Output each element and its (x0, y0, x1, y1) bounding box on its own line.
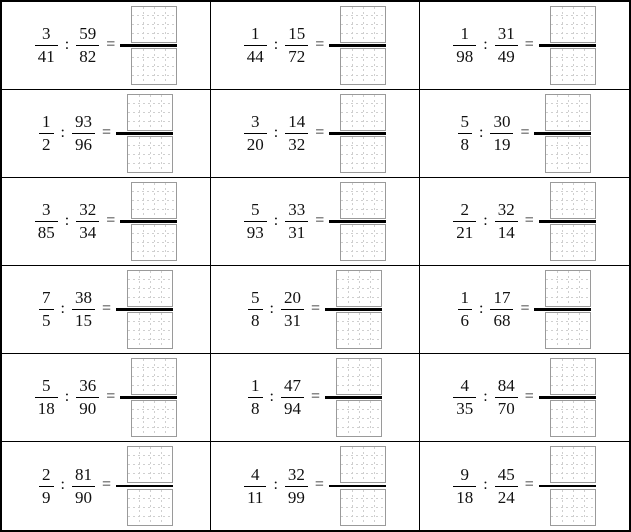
problem-expression (39, 270, 173, 350)
dividend-fraction (39, 288, 54, 330)
problem-cell (420, 442, 629, 530)
divisor-denominator: 31 (285, 221, 308, 243)
dividend-denominator: 6 (458, 309, 473, 331)
dividend-denominator: 11 (244, 486, 266, 508)
dividend-denominator: 5 (39, 309, 54, 331)
answer-fraction-bar (534, 308, 591, 311)
answer-area (539, 446, 596, 526)
dividend-fraction (248, 288, 263, 330)
answer-numerator-input-grid[interactable] (550, 182, 596, 219)
division-colon-operator: : (269, 299, 274, 317)
equals-sign: = (520, 123, 530, 141)
dividend-numerator: 4 (251, 464, 260, 484)
answer-fraction-bar (116, 308, 173, 311)
problem-cell (211, 442, 420, 530)
dividend-fraction (35, 200, 58, 242)
divisor-fraction (490, 112, 513, 154)
dividend-fraction (248, 376, 263, 418)
dividend-fraction (453, 24, 476, 66)
dividend-fraction (244, 112, 267, 154)
dividend-denominator: 20 (244, 133, 267, 155)
problem-cell (420, 2, 629, 90)
answer-numerator-input-grid[interactable] (131, 358, 177, 395)
divisor-numerator: 14 (288, 112, 306, 132)
divisor-fraction (490, 288, 513, 330)
problem-expression (35, 6, 177, 86)
dividend-denominator: 18 (35, 397, 58, 419)
answer-fraction-bar (329, 220, 386, 223)
equals-sign: = (315, 211, 325, 229)
dividend-numerator: 1 (42, 112, 51, 132)
problem-cell (211, 266, 420, 354)
dividend-numerator: 5 (251, 200, 260, 220)
equals-sign: = (101, 123, 111, 141)
divisor-denominator: 14 (495, 221, 518, 243)
divisor-fraction (495, 376, 518, 418)
dividend-numerator: 7 (42, 288, 51, 308)
dividend-numerator: 1 (460, 24, 469, 44)
answer-area (120, 6, 177, 86)
divisor-denominator: 94 (281, 397, 304, 419)
division-colon-operator: : (483, 211, 488, 229)
divisor-denominator: 32 (285, 133, 308, 155)
divisor-numerator: 32 (79, 200, 97, 220)
problem-expression (248, 270, 382, 350)
answer-area (329, 6, 386, 86)
answer-area (325, 358, 382, 438)
answer-denominator-input-grid[interactable] (550, 48, 596, 85)
problem-expression (453, 182, 595, 262)
dividend-denominator: 2 (39, 133, 54, 155)
problem-cell (2, 354, 211, 442)
answer-denominator-input-grid[interactable] (336, 312, 382, 349)
divisor-denominator: 49 (495, 45, 518, 67)
division-colon-operator: : (273, 123, 279, 141)
divisor-fraction (495, 465, 518, 507)
dividend-numerator: 1 (251, 376, 260, 396)
divisor-denominator: 90 (76, 397, 99, 419)
divisor-fraction (495, 200, 518, 242)
divisor-fraction (76, 24, 99, 66)
divisor-fraction (285, 200, 308, 242)
answer-fraction-bar (120, 396, 177, 399)
answer-numerator-input-grid[interactable] (550, 6, 596, 43)
divisor-fraction (72, 112, 95, 154)
divisor-denominator: 90 (72, 486, 95, 508)
dividend-numerator: 1 (251, 24, 260, 44)
dividend-fraction (35, 376, 58, 418)
answer-denominator-input-grid[interactable] (127, 312, 173, 349)
problem-cell (211, 90, 420, 178)
answer-numerator-input-grid[interactable] (131, 182, 177, 219)
divisor-numerator: 30 (493, 112, 511, 132)
answer-denominator-input-grid[interactable] (545, 136, 591, 173)
division-colon-operator: : (273, 211, 279, 229)
divisor-denominator: 99 (285, 486, 308, 508)
answer-area (120, 358, 177, 438)
answer-fraction-bar (534, 132, 591, 135)
dividend-numerator: 1 (460, 288, 469, 308)
problem-expression (248, 358, 382, 438)
division-colon-operator: : (64, 387, 70, 405)
dividend-denominator: 93 (244, 221, 267, 243)
answer-area (539, 182, 596, 262)
answer-denominator-input-grid[interactable] (340, 48, 386, 85)
answer-area (329, 182, 386, 262)
divisor-denominator: 72 (285, 45, 308, 67)
problem-expression (244, 94, 386, 174)
dividend-numerator: 3 (251, 112, 260, 132)
dividend-numerator: 2 (460, 200, 469, 220)
answer-fraction-bar (329, 132, 386, 135)
problem-expression (453, 6, 595, 86)
dividend-denominator: 85 (35, 221, 58, 243)
division-colon-operator: : (273, 476, 278, 493)
equals-sign: = (524, 387, 534, 405)
divisor-numerator: 32 (287, 464, 305, 484)
answer-fraction-bar (325, 308, 382, 311)
dividend-denominator: 8 (248, 309, 263, 331)
problem-cell (211, 178, 420, 266)
answer-fraction-bar (539, 396, 596, 399)
division-colon-operator: : (479, 123, 484, 141)
answer-numerator-input-grid[interactable] (336, 358, 382, 395)
divisor-numerator: 17 (493, 288, 511, 308)
equals-sign: = (106, 211, 116, 229)
dividend-fraction (244, 465, 266, 507)
problem-cell (2, 178, 211, 266)
answer-numerator-input-grid[interactable] (340, 6, 386, 43)
problem-expression (35, 182, 177, 262)
equals-sign: = (101, 299, 111, 317)
answer-numerator-input-grid[interactable] (340, 446, 386, 483)
divisor-numerator: 84 (497, 376, 515, 396)
problem-cell (2, 90, 211, 178)
divisor-fraction (285, 112, 308, 154)
answer-fraction-bar (116, 132, 173, 135)
problem-cell (211, 354, 420, 442)
division-colon-operator: : (273, 35, 279, 53)
divisor-denominator: 24 (495, 486, 518, 508)
dividend-numerator: 9 (460, 464, 469, 484)
divisor-denominator: 68 (490, 309, 513, 331)
equals-sign: = (314, 476, 324, 493)
dividend-fraction (458, 288, 473, 330)
answer-fraction-bar (539, 220, 596, 223)
dividend-denominator: 41 (35, 45, 58, 67)
answer-denominator-input-grid[interactable] (340, 224, 386, 261)
answer-area (534, 94, 591, 174)
divisor-numerator: 81 (74, 464, 92, 484)
divisor-fraction (285, 465, 308, 507)
divisor-fraction (76, 376, 99, 418)
problem-expression (244, 182, 386, 262)
problem-expression (244, 446, 386, 526)
dividend-denominator: 8 (248, 397, 263, 419)
answer-denominator-input-grid[interactable] (340, 136, 386, 173)
problem-cell (2, 266, 211, 354)
equals-sign: = (310, 299, 320, 317)
answer-fraction-bar (329, 485, 386, 488)
dividend-fraction (458, 112, 473, 154)
equals-sign: = (524, 211, 534, 229)
divisor-numerator: 38 (74, 288, 92, 308)
problem-expression (39, 94, 173, 174)
answer-fraction-bar (325, 396, 382, 399)
answer-denominator-input-grid[interactable] (127, 489, 173, 526)
answer-fraction-bar (329, 44, 386, 47)
division-colon-operator: : (60, 123, 65, 141)
dividend-fraction (244, 24, 267, 66)
problem-cell (211, 2, 420, 90)
answer-area (116, 446, 173, 526)
divisor-denominator: 70 (495, 397, 518, 419)
division-colon-operator: : (479, 299, 484, 317)
answer-area (116, 270, 173, 350)
answer-numerator-input-grid[interactable] (340, 182, 386, 219)
answer-numerator-input-grid[interactable] (131, 6, 177, 43)
division-colon-operator: : (64, 211, 70, 229)
equals-sign: = (524, 476, 534, 493)
dividend-denominator: 44 (244, 45, 267, 67)
dividend-numerator: 4 (460, 376, 469, 396)
answer-fraction-bar (120, 44, 177, 47)
division-colon-operator: : (483, 476, 488, 493)
answer-area (329, 94, 386, 174)
dividend-fraction (39, 465, 54, 507)
equals-sign: = (520, 299, 530, 317)
answer-numerator-input-grid[interactable] (545, 94, 591, 131)
problem-cell (420, 354, 629, 442)
division-colon-operator: : (269, 387, 274, 405)
answer-denominator-input-grid[interactable] (545, 312, 591, 349)
dividend-numerator: 5 (42, 376, 51, 396)
answer-denominator-input-grid[interactable] (131, 48, 177, 85)
divisor-numerator: 59 (79, 24, 97, 44)
answer-area (329, 446, 386, 526)
divisor-numerator: 93 (74, 112, 92, 132)
problem-cell (2, 2, 211, 90)
answer-numerator-input-grid[interactable] (545, 270, 591, 307)
divisor-numerator: 33 (288, 200, 306, 220)
problem-cell (2, 442, 211, 530)
divisor-fraction (281, 288, 304, 330)
answer-area (534, 270, 591, 350)
dividend-denominator: 21 (453, 221, 476, 243)
division-colon-operator: : (483, 387, 488, 405)
answer-numerator-input-grid[interactable] (127, 270, 173, 307)
answer-numerator-input-grid[interactable] (336, 270, 382, 307)
answer-denominator-input-grid[interactable] (131, 224, 177, 261)
answer-denominator-input-grid[interactable] (340, 489, 386, 526)
divisor-fraction (76, 200, 99, 242)
dividend-denominator: 18 (453, 486, 476, 508)
answer-numerator-input-grid[interactable] (550, 358, 596, 395)
dividend-numerator: 5 (460, 112, 469, 132)
answer-area (325, 270, 382, 350)
divisor-numerator: 36 (79, 376, 97, 396)
divisor-numerator: 20 (283, 288, 301, 308)
answer-numerator-input-grid[interactable] (127, 94, 173, 131)
equals-sign: = (106, 387, 116, 405)
dividend-numerator: 3 (42, 24, 51, 44)
problem-cell (420, 178, 629, 266)
divisor-numerator: 47 (283, 376, 301, 396)
divisor-fraction (285, 24, 308, 66)
dividend-fraction (453, 200, 476, 242)
problem-cell (420, 266, 629, 354)
divisor-denominator: 19 (490, 133, 513, 155)
answer-area (539, 358, 596, 438)
dividend-fraction (453, 376, 476, 418)
answer-denominator-input-grid[interactable] (550, 224, 596, 261)
divisor-numerator: 45 (497, 464, 515, 484)
problem-expression (453, 446, 595, 526)
dividend-denominator: 98 (453, 45, 476, 67)
answer-denominator-input-grid[interactable] (550, 400, 596, 437)
divisor-numerator: 32 (497, 200, 515, 220)
divisor-fraction (281, 376, 304, 418)
problem-cell (420, 90, 629, 178)
answer-numerator-input-grid[interactable] (127, 446, 173, 483)
divisor-fraction (495, 24, 518, 66)
divisor-denominator: 96 (72, 133, 95, 155)
division-colon-operator: : (64, 35, 70, 53)
dividend-denominator: 35 (453, 397, 476, 419)
equals-sign: = (101, 476, 111, 493)
answer-area (116, 94, 173, 174)
divisor-denominator: 15 (72, 309, 95, 331)
division-colon-operator: : (60, 476, 65, 493)
divisor-numerator: 15 (288, 24, 306, 44)
equals-sign: = (524, 35, 534, 53)
divisor-fraction (72, 288, 95, 330)
dividend-denominator: 8 (458, 133, 473, 155)
answer-fraction-bar (539, 44, 596, 47)
problem-expression (453, 358, 595, 438)
divisor-numerator: 31 (497, 24, 515, 44)
problem-expression (244, 6, 386, 86)
equals-sign: = (106, 35, 116, 53)
answer-area (539, 6, 596, 86)
dividend-numerator: 5 (251, 288, 260, 308)
dividend-denominator: 9 (39, 486, 54, 508)
divisor-denominator: 82 (76, 45, 99, 67)
answer-fraction-bar (116, 485, 173, 488)
dividend-fraction (39, 112, 54, 154)
problem-expression (458, 270, 592, 350)
dividend-numerator: 2 (42, 464, 51, 484)
dividend-fraction (35, 24, 58, 66)
division-colon-operator: : (60, 299, 65, 317)
answer-denominator-input-grid[interactable] (336, 400, 382, 437)
answer-denominator-input-grid[interactable] (131, 400, 177, 437)
divisor-denominator: 34 (76, 221, 99, 243)
division-colon-operator: : (483, 35, 488, 53)
divisor-fraction (72, 465, 95, 507)
dividend-fraction (244, 200, 267, 242)
dividend-fraction (453, 465, 476, 507)
equals-sign: = (310, 387, 320, 405)
answer-fraction-bar (539, 485, 596, 488)
answer-denominator-input-grid[interactable] (550, 489, 596, 526)
dividend-numerator: 3 (42, 200, 51, 220)
problem-expression (458, 94, 592, 174)
divisor-denominator: 31 (281, 309, 304, 331)
answer-denominator-input-grid[interactable] (127, 136, 173, 173)
equals-sign: = (315, 123, 325, 141)
answer-fraction-bar (120, 220, 177, 223)
equals-sign: = (315, 35, 325, 53)
problem-expression (35, 358, 177, 438)
answer-area (120, 182, 177, 262)
answer-numerator-input-grid[interactable] (550, 446, 596, 483)
problem-expression (39, 446, 173, 526)
answer-numerator-input-grid[interactable] (340, 94, 386, 131)
